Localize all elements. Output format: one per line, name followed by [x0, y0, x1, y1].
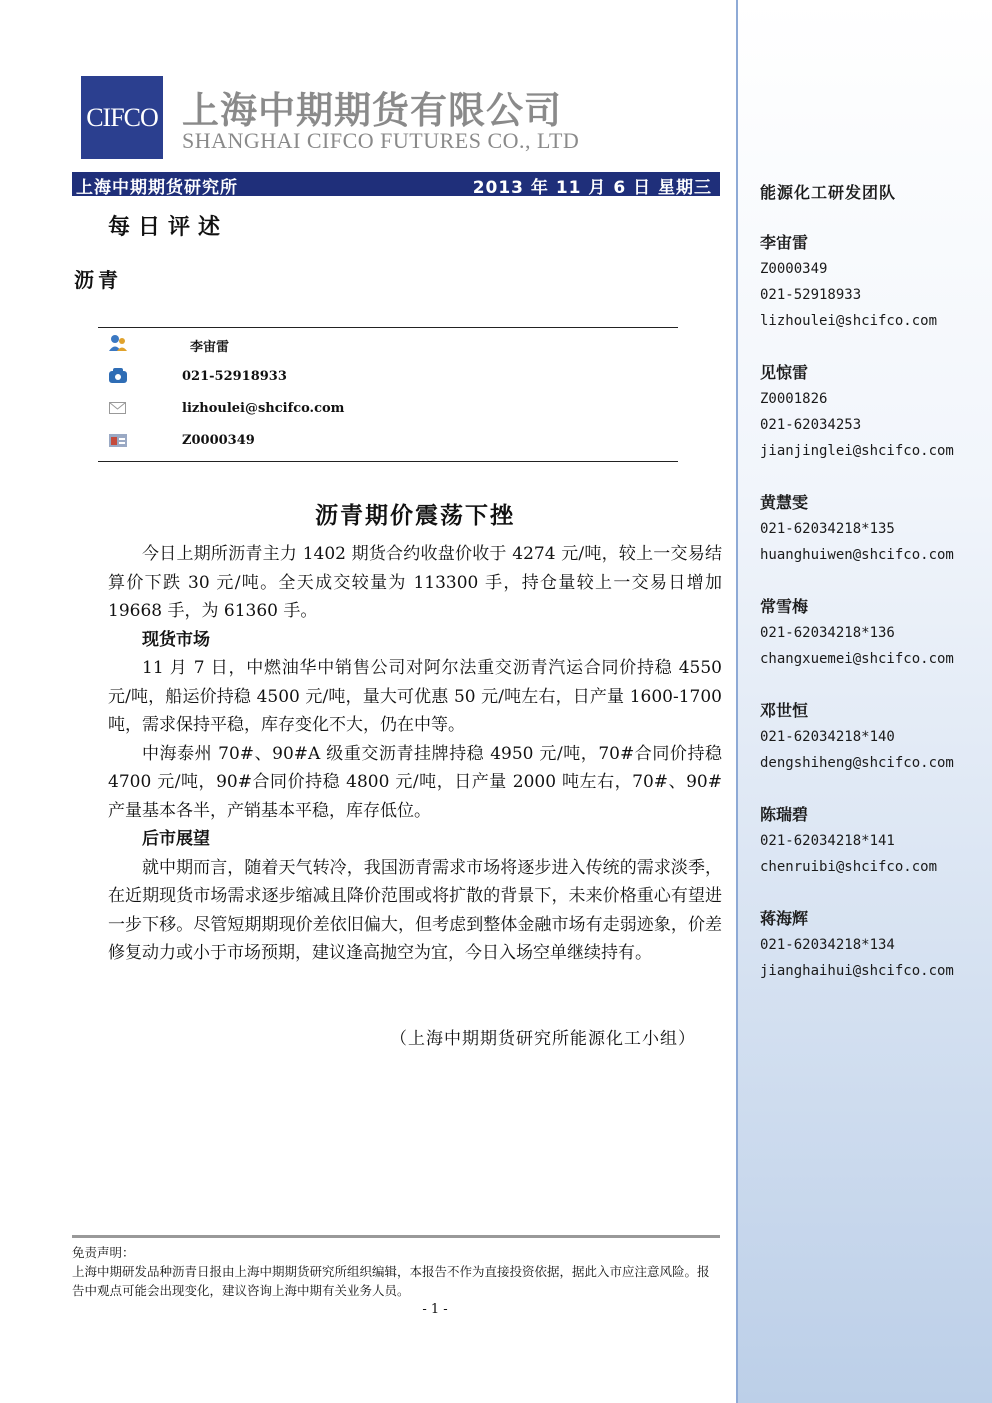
article-title: 沥青期价震荡下挫: [315, 502, 515, 529]
page-number: - 1 -: [422, 1302, 448, 1317]
person-icon: [108, 334, 128, 352]
spot-paragraph-2: 中海泰州 70#、90#A 级重交沥青挂牌持稳 4950 元/吨，70#合同价持稳 4700 元/吨，90#合同价持稳 4800 元/吨，日产量 2000 吨左右，70#、90#产量基本各半，产销基本平稳，库存低位。: [108, 743, 722, 821]
member-name: 邓世恒: [760, 701, 809, 720]
member-license: Z0000349: [760, 261, 828, 277]
member-phone: 021-62034253: [760, 417, 862, 433]
research-team-sidebar: [736, 0, 992, 1403]
product-name: 沥青: [74, 268, 122, 292]
mail-icon: [108, 399, 128, 417]
contact-name: 李宙雷: [190, 340, 230, 355]
company-logo-mark: CIFCO: [81, 76, 163, 159]
member-phone: 021-62034218*135: [760, 521, 895, 537]
contact-row-phone: [98, 365, 678, 389]
disclaimer: [72, 1243, 720, 1300]
member-name: 陈瑞碧: [760, 805, 809, 824]
member-name: 蒋海辉: [760, 909, 809, 928]
contact-email[interactable]: lizhoulei@shcifco.com: [182, 401, 345, 416]
article-intro: 今日上期所沥青主力 1402 期货合约收盘价收于 4274 元/吨，较上一交易结算价下跌 30 元/吨。全天成交较量为 113300 手，持仓量较上一交易日增加 19668 手，为 61360 手。: [108, 544, 722, 621]
disclaimer-text: 上海中期研发品种沥青日报由上海中期期货研究所组织编辑，本报告不作为直接投资依据，据此入市应注意风险。报告中观点可能会出现变化，建议咨询上海中期有关业务人员。: [72, 1264, 710, 1298]
company-name-en: SHANGHAI CIFCO FUTURES CO., LTD: [182, 128, 580, 153]
member-email[interactable]: chenruibi@shcifco.com: [760, 859, 938, 875]
member-name: 常雪梅: [760, 597, 809, 616]
team-member: [760, 698, 954, 776]
team-member: [760, 360, 954, 464]
report-date: 2013 年 11 月 6 日 星期三: [472, 178, 712, 198]
header-bar: [72, 172, 720, 196]
phone-icon: [108, 367, 128, 385]
member-phone: 021-62034218*134: [760, 937, 895, 953]
member-license: Z0001826: [760, 391, 828, 407]
article-signature: （上海中期期货研究所能源化工小组）: [390, 1029, 696, 1049]
member-name: 李宙雷: [760, 233, 809, 252]
team-member: [760, 594, 954, 672]
team-member: [760, 230, 937, 334]
footer-divider: [72, 1235, 720, 1238]
analyst-contact-block: [98, 327, 678, 462]
spot-market-heading: 现货市场: [142, 629, 210, 650]
member-email[interactable]: dengshiheng@shcifco.com: [760, 755, 954, 771]
company-name-cn: 上海中期期货有限公司: [182, 89, 562, 132]
outlook-paragraph: 就中期而言，随着天气转冷，我国沥青需求市场将逐步进入传统的需求淡季，在近期现货市场需求逐步缩减且降价范围或将扩散的背景下，未来价格重心有望进一步下移。尽管短期期现价差依旧偏大，但考虑到整体金融市场有走弱迹象，价差修复动力或小于市场预期，建议逢高抛空为宜，今日入场空单继续持有。: [108, 857, 722, 963]
outlook-heading: 后市展望: [142, 829, 210, 849]
team-title: 能源化工研发团队: [760, 183, 897, 202]
article-body: [108, 540, 722, 968]
member-phone: 021-62034218*136: [760, 625, 895, 641]
member-email[interactable]: jianjinglei@shcifco.com: [760, 443, 954, 459]
disclaimer-label: 免责声明：: [72, 1245, 135, 1260]
team-member: [760, 490, 954, 568]
contact-phone: 021-52918933: [182, 369, 287, 384]
contact-license: Z0000349: [182, 433, 255, 448]
id-card-icon: [108, 431, 128, 449]
section-title: 每日评述: [108, 214, 229, 240]
member-email[interactable]: jianghaihui@shcifco.com: [760, 963, 954, 979]
member-email[interactable]: huanghuiwen@shcifco.com: [760, 547, 954, 563]
member-phone: 021-62034218*140: [760, 729, 895, 745]
institute-name: 上海中期期货研究所: [76, 178, 238, 198]
contact-row-name: [98, 332, 678, 356]
team-member: [760, 906, 954, 984]
member-email[interactable]: lizhoulei@shcifco.com: [760, 313, 938, 329]
spot-paragraph-1: 11 月 7 日，中燃油华中销售公司对阿尔法重交沥青汽运合同价持稳 4550 元/吨，船运价持稳 4500 元/吨，量大可优惠 50 元/吨左右，日产量 1600-1700 吨，需求保持平稳，库存变化不大，仍在中等。: [108, 658, 722, 735]
team-member: [760, 802, 937, 880]
member-phone: 021-62034218*141: [760, 833, 895, 849]
member-name: 见惊雷: [760, 363, 809, 382]
member-email[interactable]: changxuemei@shcifco.com: [760, 651, 954, 667]
member-name: 黄慧雯: [760, 493, 809, 512]
contact-row-license: [98, 429, 678, 453]
contact-row-email: [98, 397, 678, 421]
member-phone: 021-52918933: [760, 287, 862, 303]
